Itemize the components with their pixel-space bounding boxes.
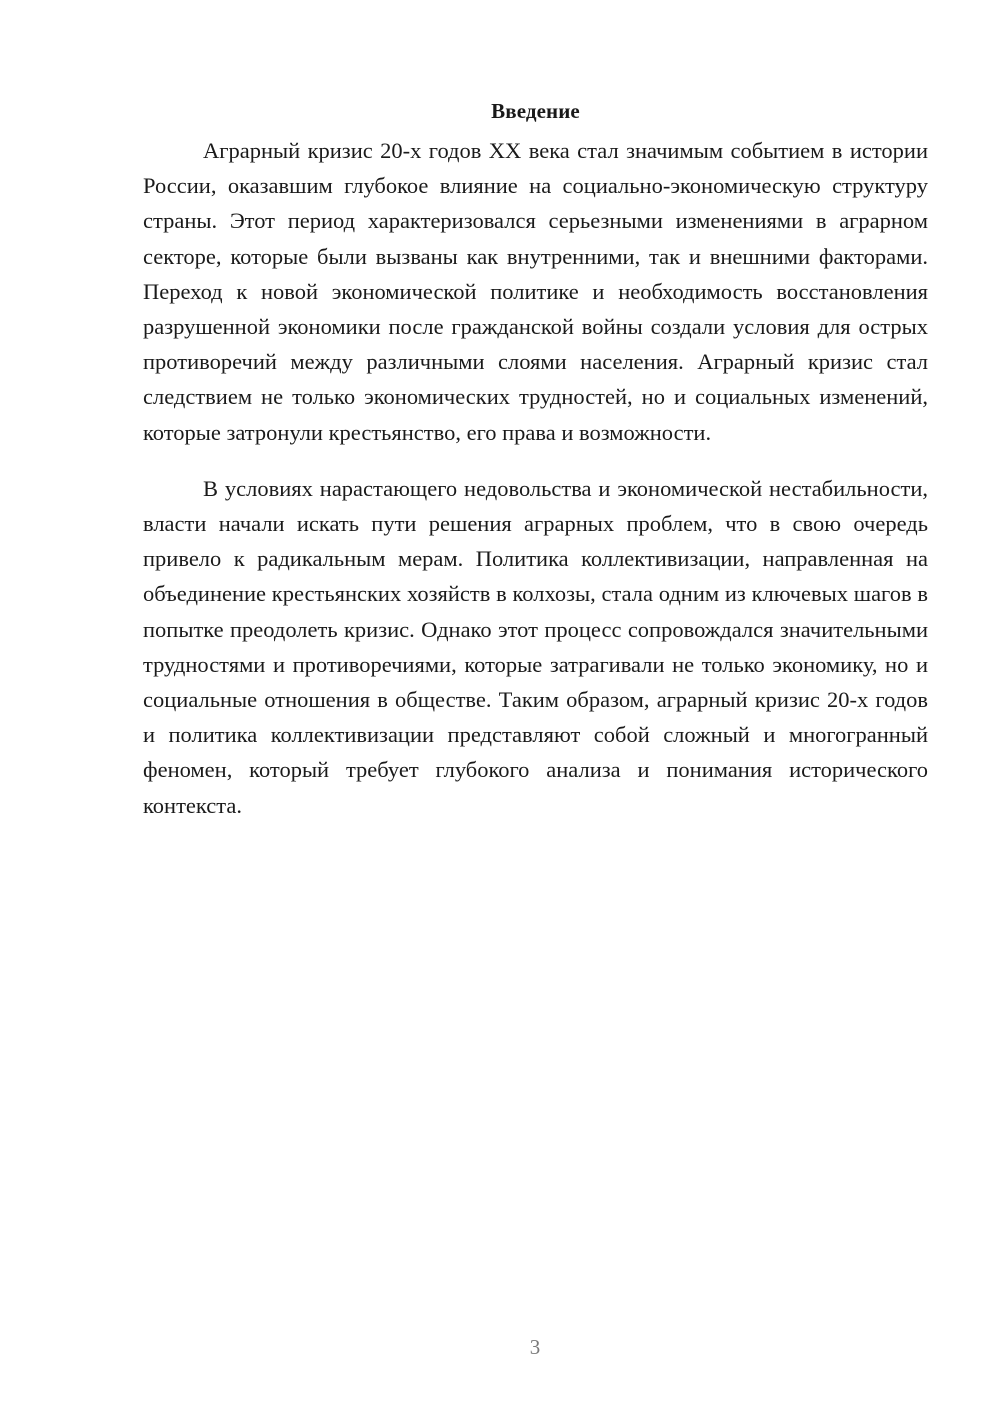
page-number: 3 xyxy=(529,1335,541,1359)
paragraph-1: Аграрный кризис 20-х годов XX века стал значимым событием в истории России, оказавшим глубокое влияние на социально-экономическую структуру страны. Этот период характеризовался серьезными изменениями в аграрном секторе, которые были вызваны как внутренними, так и внешними факторами. Переход к новой экономической политике и необходимость восстановления разрушенной экономики после гражданской войны создали условия для острых противоречий между различными слоями населения. Аграрный кризис стал следствием не только экономических трудностей, но и социальных изменений, которые затронули крестьянство, его права и возможности. xyxy=(143,138,928,445)
page-content xyxy=(143,96,928,823)
section-title: Введение xyxy=(491,99,580,123)
paragraph-2: В условиях нарастающего недовольства и экономической нестабильности, власти начали искать пути решения аграрных проблем, что в свою очередь привело к радикальным мерам. Политика коллективизации, направленная на объединение крестьянских хозяйств в колхозы, стала одним из ключевых шагов в попытке преодолеть кризис. Однако этот процесс сопровождался значительными трудностями и противоречиями, которые затрагивали не только экономику, но и социальные отношения в обществе. Таким образом, аграрный кризис 20-х годов и политика коллективизации представляют собой сложный и многогранный феномен, который требует глубокого анализа и понимания исторического контекста. xyxy=(143,475,928,818)
